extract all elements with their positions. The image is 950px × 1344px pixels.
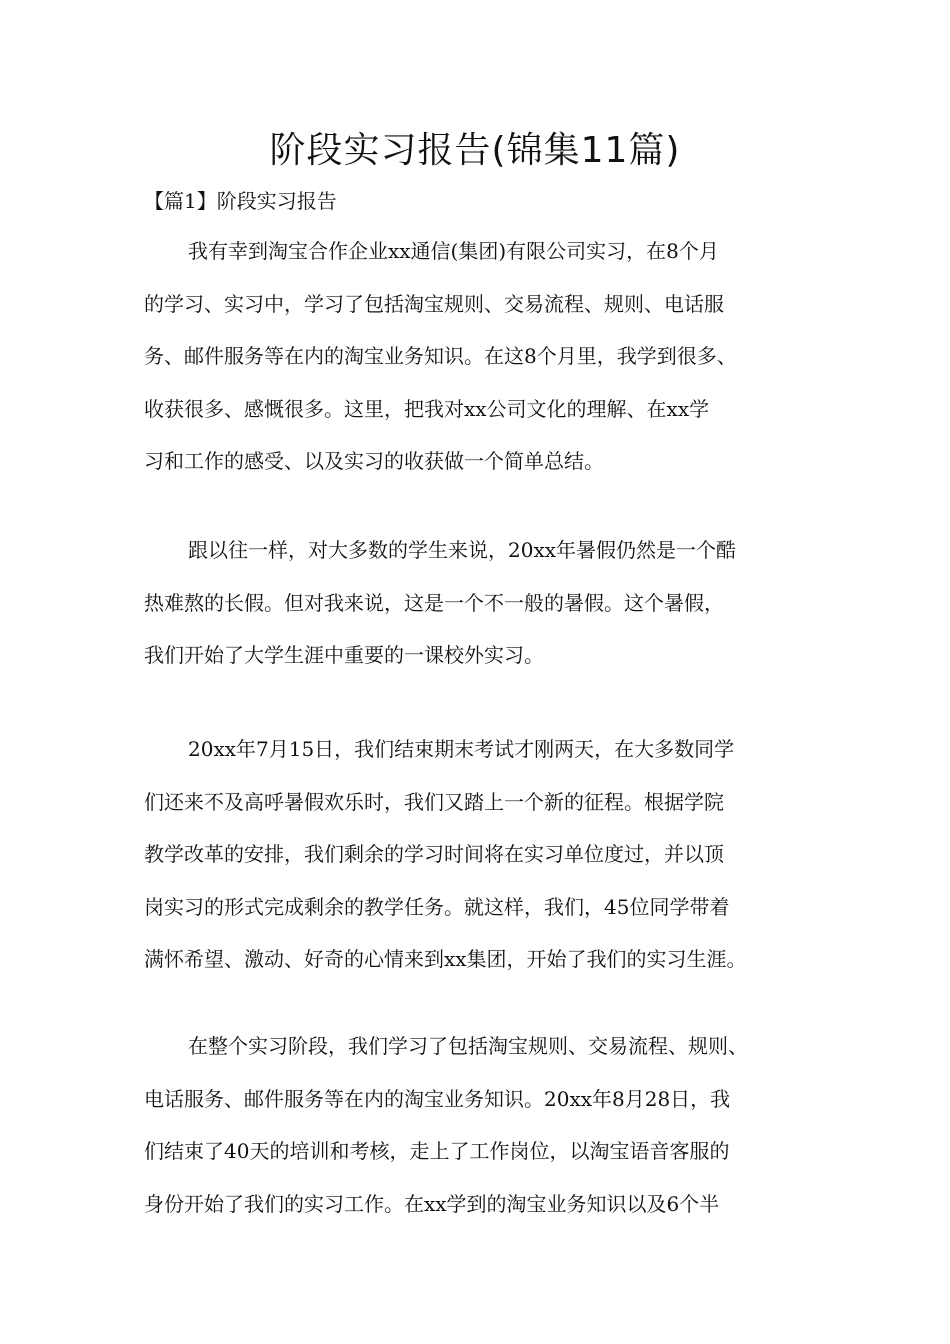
paragraph-line: 们还来不及高呼暑假欢乐时，我们又踏上一个新的征程。根据学院 — [144, 789, 724, 814]
paragraph-line: 20xx年7月15日，我们结束期末考试才刚两天，在大多数同学 — [188, 737, 735, 761]
paragraph-1 — [144, 225, 812, 488]
paragraph-line: 我有幸到淘宝合作企业xx通信(集团)有限公司实习，在8个月 — [188, 239, 719, 263]
paragraph-line: 习和工作的感受、以及实习的收获做一个简单总结。 — [144, 449, 604, 473]
document-title: 阶段实习报告(锦集11篇) — [269, 130, 681, 171]
paragraph-line: 在整个实习阶段，我们学习了包括淘宝规则、交易流程、规则、 — [188, 1034, 748, 1058]
paragraph-line: 收获很多、感慨很多。这里，把我对xx公司文化的理解、在xx学 — [144, 396, 710, 421]
paragraph-line: 们结束了40天的培训和考核，走上了工作岗位，以淘宝语音客服的 — [144, 1139, 730, 1163]
paragraph-line: 岗实习的形式完成剩余的教学任务。就这样，我们，45位同学带着 — [144, 894, 730, 919]
paragraph-4 — [144, 1020, 812, 1230]
section-heading: 【篇1】阶段实习报告 — [144, 189, 337, 213]
paragraph-line: 我们开始了大学生涯中重要的一课校外实习。 — [144, 643, 544, 667]
paragraph-line: 的学习、实习中，学习了包括淘宝规则、交易流程、规则、电话服 — [144, 291, 724, 316]
paragraph-line: 身份开始了我们的实习工作。在xx学到的淘宝业务知识以及6个半 — [144, 1191, 720, 1216]
paragraph-2 — [144, 524, 812, 682]
paragraph-line: 热难熬的长假。但对我来说，这是一个不一般的暑假。这个暑假， — [144, 590, 724, 615]
paragraph-line: 跟以往一样，对大多数的学生来说，20xx年暑假仍然是一个酷 — [188, 538, 737, 562]
paragraph-line: 电话服务、邮件服务等在内的淘宝业务知识。20xx年8月28日，我 — [144, 1086, 731, 1111]
paragraph-line: 满怀希望、激动、好奇的心情来到xx集团，开始了我们的实习生涯。 — [144, 947, 747, 971]
paragraph-line: 教学改革的安排，我们剩余的学习时间将在实习单位度过，并以顶 — [144, 842, 724, 866]
paragraph-3 — [144, 723, 812, 986]
paragraph-line: 务、邮件服务等在内的淘宝业务知识。在这8个月里，我学到很多、 — [144, 344, 737, 368]
